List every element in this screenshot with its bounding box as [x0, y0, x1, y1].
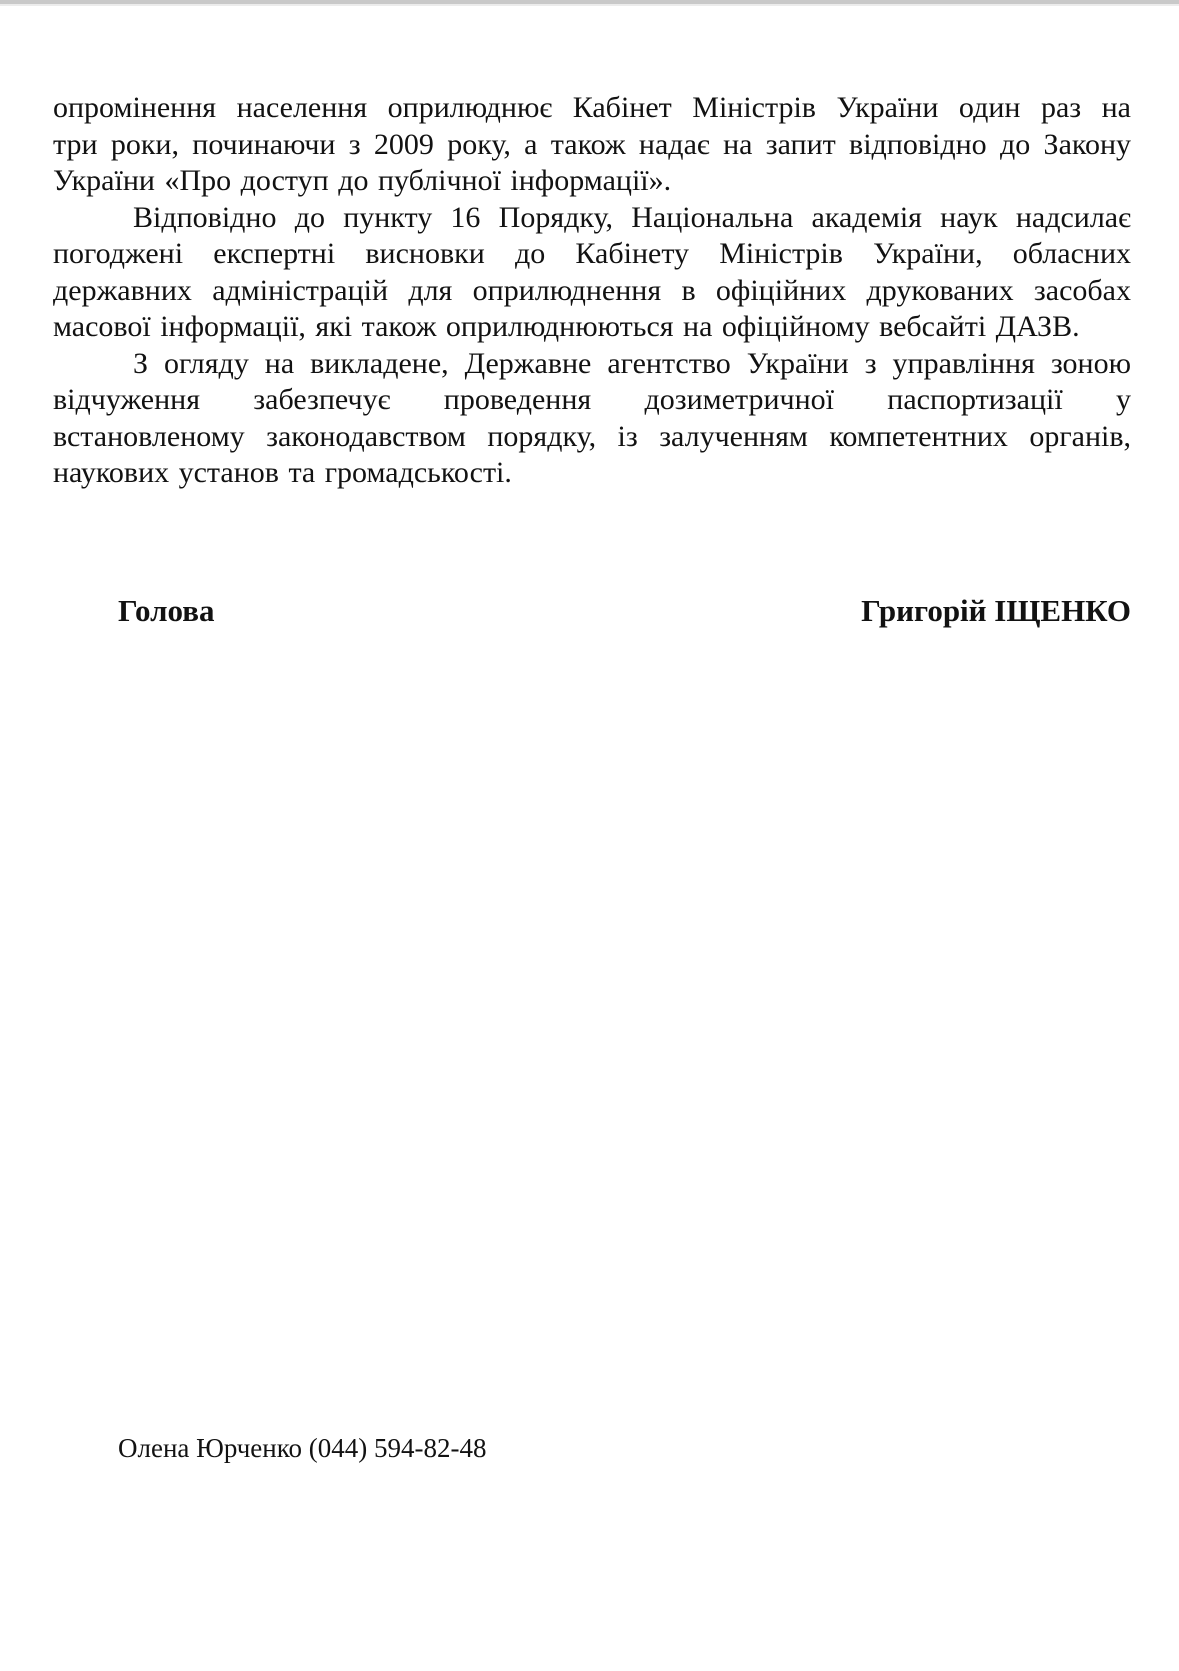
signature-name: Григорій ІЩЕНКО	[861, 593, 1131, 628]
body-line: наукових установ та громадськості.	[53, 456, 512, 489]
body-line: Відповідно до пункту 16 Порядку, Національна академія наук надсилає	[133, 200, 1131, 234]
body-line: три роки, починаючи з 2009 року, а також надає на запит відповідно до Закону	[53, 127, 1131, 161]
body-line: відчуження забезпечує проведення дозиметричної паспортизації у	[53, 383, 1131, 416]
paragraph	[53, 200, 1131, 346]
body-line: встановленому законодавством порядку, із залученням компетентних органів,	[53, 419, 1131, 453]
footer-contact: Олена Юрченко (044) 594-82-48	[118, 1433, 487, 1463]
signature-row	[53, 592, 1131, 630]
body-line: України «Про доступ до публічної інформації».	[53, 164, 672, 197]
signature-title: Голова	[118, 593, 215, 628]
body-line: опромінення населення оприлюднює Кабінет Міністрів України один раз на	[53, 91, 1131, 124]
paragraph-continuation	[53, 90, 1131, 200]
page-top-edge-shadow	[0, 0, 1179, 6]
paragraph	[53, 346, 1131, 492]
body-line: державних адміністрацій для оприлюднення в офіційних друкованих засобах	[53, 273, 1131, 307]
body-line: З огляду на викладене, Державне агентство України з управління зоною	[133, 346, 1131, 380]
body-line: масової інформації, які також оприлюднюються на офіційному вебсайті ДАЗВ.	[53, 310, 1080, 343]
body-line: погоджені експертні висновки до Кабінету Міністрів України, обласних	[53, 237, 1131, 270]
document-body	[53, 90, 1131, 492]
